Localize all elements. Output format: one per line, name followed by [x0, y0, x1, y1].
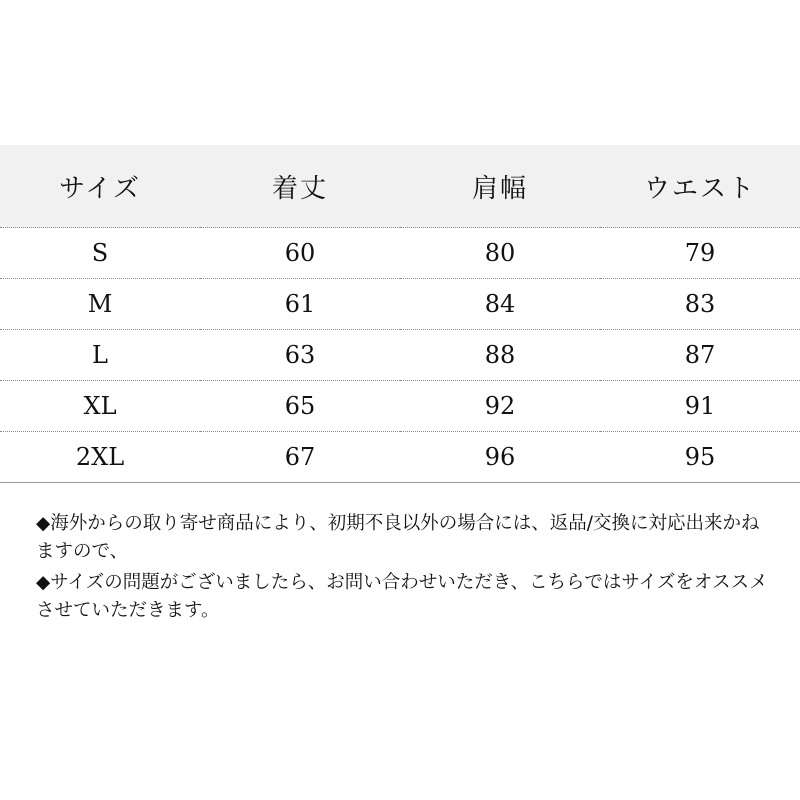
header-size: サイズ: [0, 145, 200, 228]
cell-length: 65: [200, 381, 400, 432]
table-row: [0, 330, 800, 381]
table-row: [0, 279, 800, 330]
cell-waist: 91: [600, 381, 800, 432]
cell-size: M: [0, 279, 200, 330]
cell-waist: 95: [600, 432, 800, 483]
cell-length: 61: [200, 279, 400, 330]
header-shoulder: 肩幅: [400, 145, 600, 228]
cell-shoulder: 84: [400, 279, 600, 330]
cell-size: L: [0, 330, 200, 381]
cell-size: XL: [0, 381, 200, 432]
cell-shoulder: 88: [400, 330, 600, 381]
cell-shoulder: 96: [400, 432, 600, 483]
cell-length: 63: [200, 330, 400, 381]
cell-length: 60: [200, 228, 400, 279]
size-advice-note: ◆サイズの問題がございましたら、お問い合わせいただき、こちらではサイズをオススメさせていただきます。: [36, 572, 768, 621]
cell-size: 2XL: [0, 432, 200, 483]
return-policy-note: ◆海外からの取り寄せ商品により、初期不良以外の場合には、返品/交換に対応出来かねますので、: [36, 513, 760, 562]
cell-shoulder: 92: [400, 381, 600, 432]
header-length: 着丈: [200, 145, 400, 228]
table-header-row: [0, 145, 800, 228]
table-row: [0, 381, 800, 432]
cell-waist: 87: [600, 330, 800, 381]
table-row: [0, 228, 800, 279]
cell-waist: 79: [600, 228, 800, 279]
cell-shoulder: 80: [400, 228, 600, 279]
size-table: [0, 145, 800, 483]
cell-waist: 83: [600, 279, 800, 330]
notes-section: [36, 510, 776, 628]
header-waist: ウエスト: [600, 145, 800, 228]
table-row: [0, 432, 800, 483]
cell-size: S: [0, 228, 200, 279]
cell-length: 67: [200, 432, 400, 483]
